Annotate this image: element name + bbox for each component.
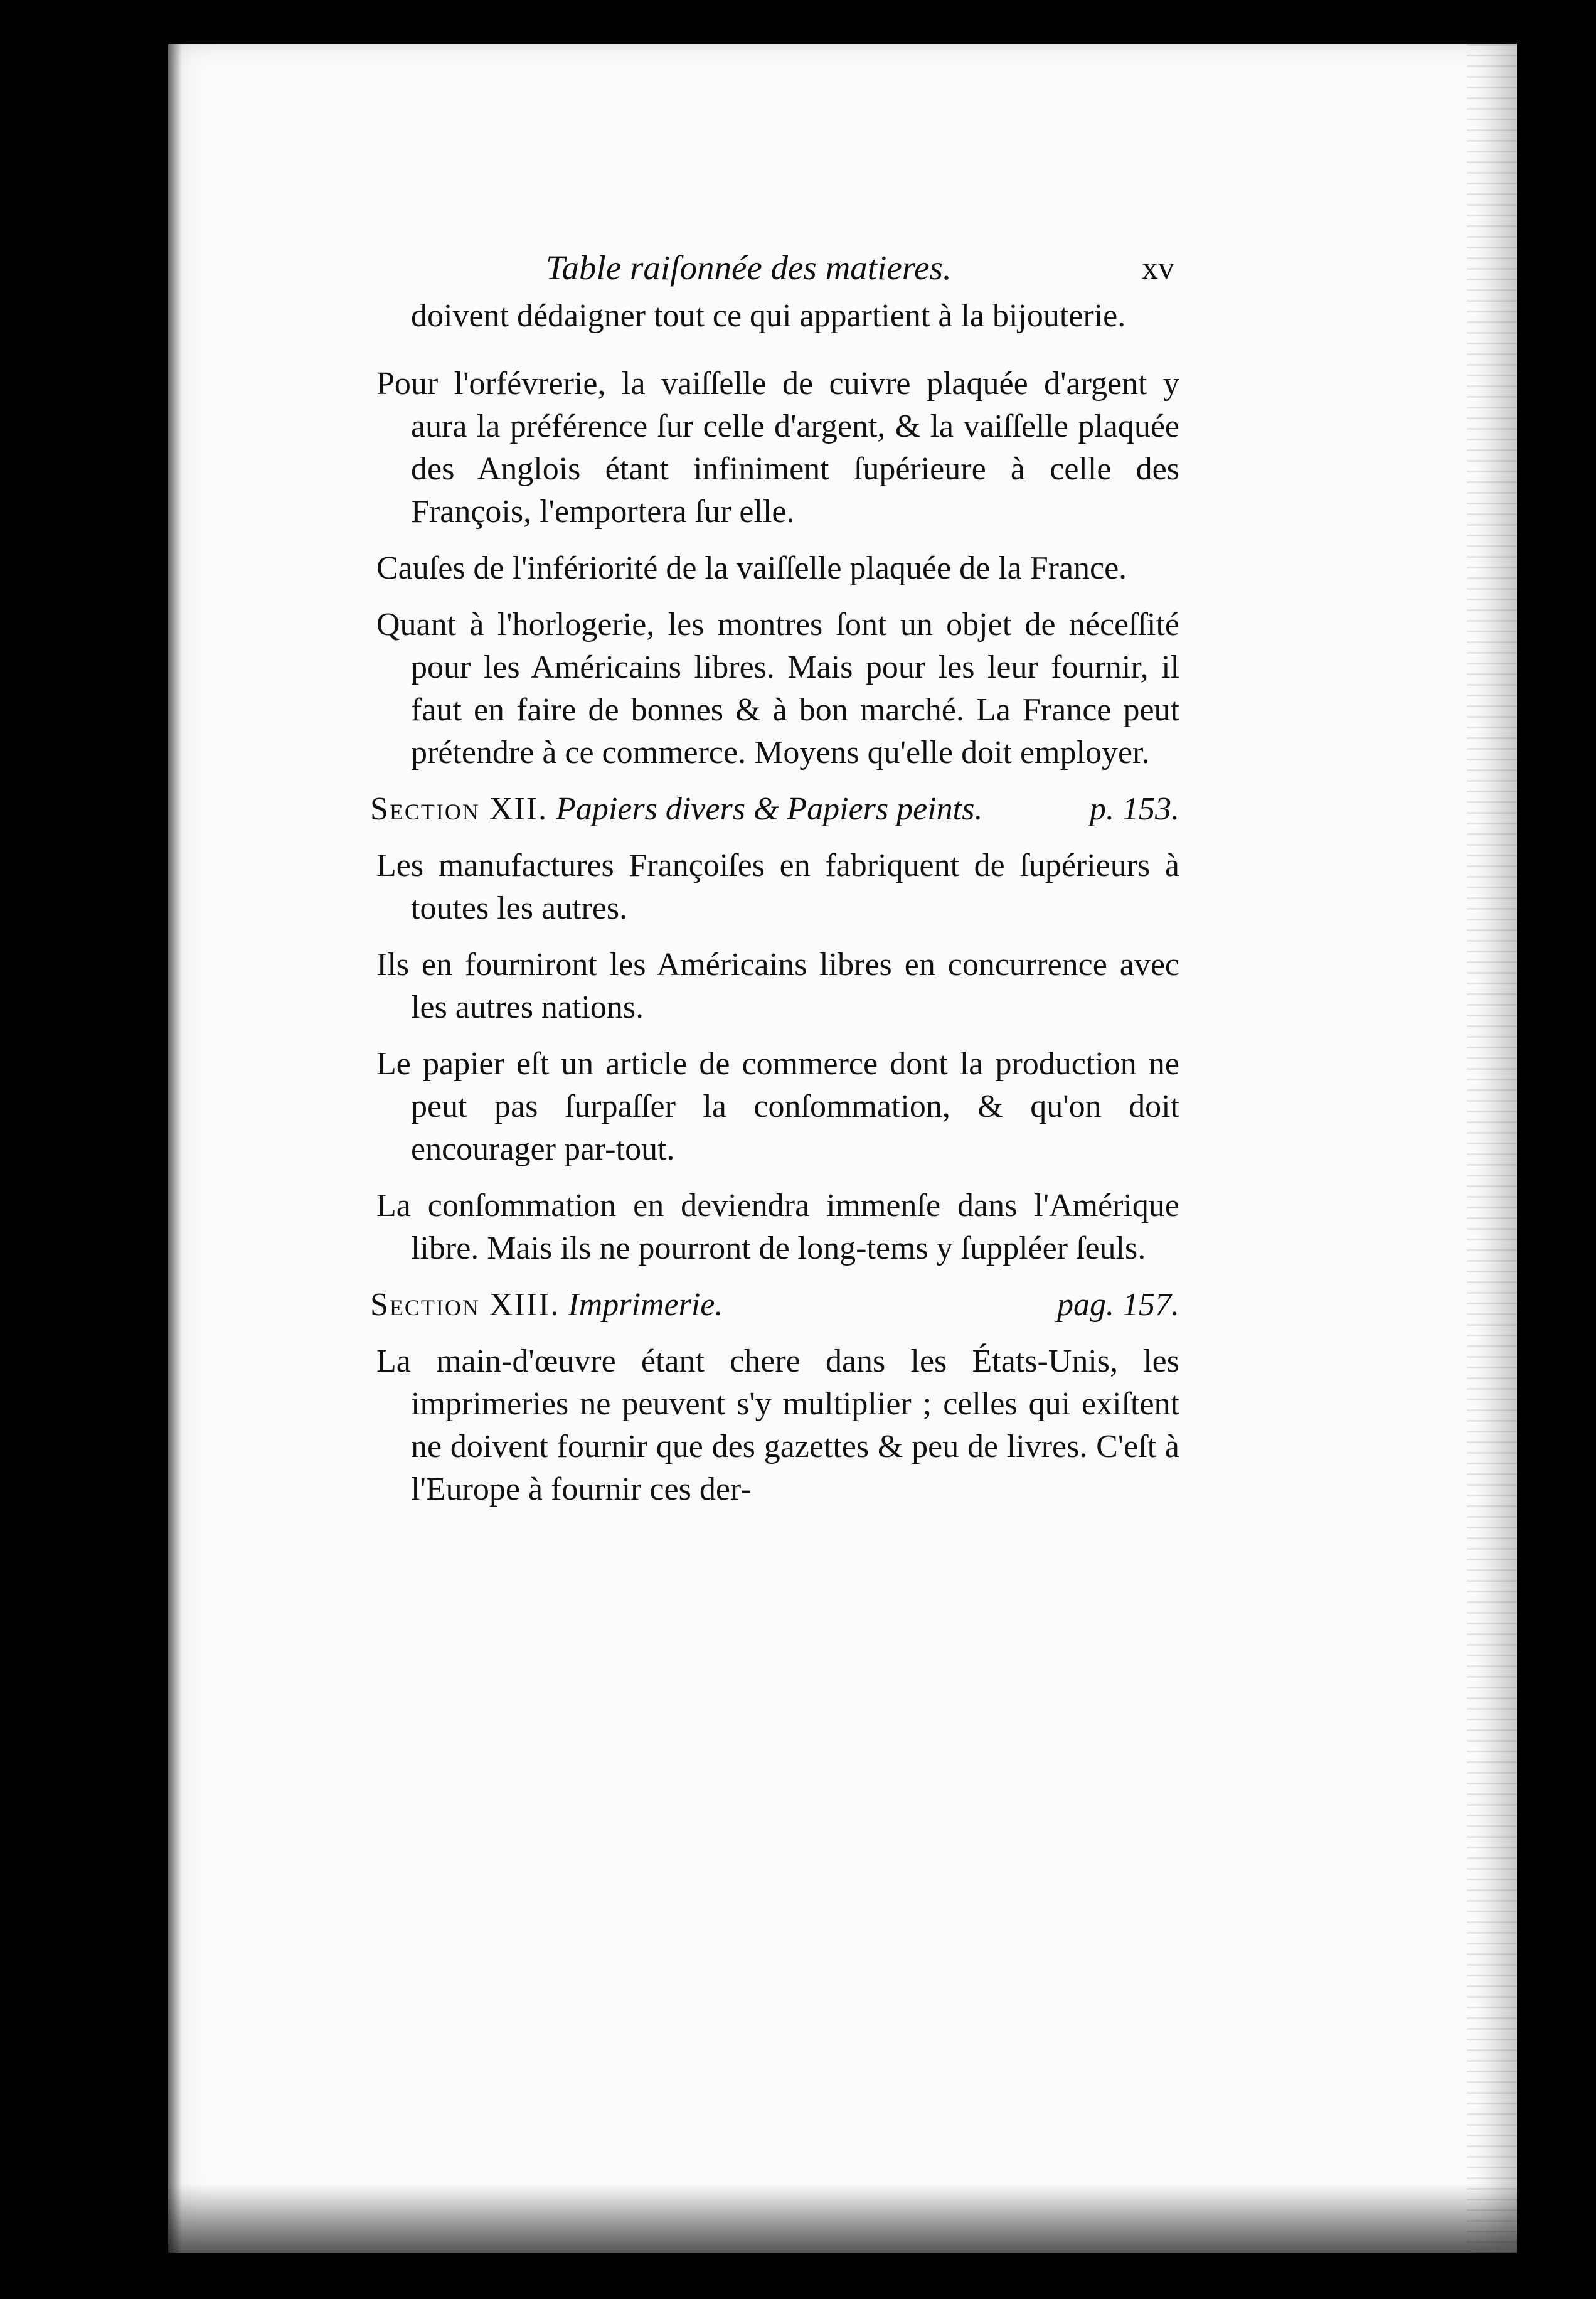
section-heading-xii xyxy=(370,788,1179,831)
page-edge-bottom xyxy=(168,2184,1517,2253)
section-label: Section XII. xyxy=(370,791,548,827)
gutter-shadow xyxy=(168,44,182,2253)
entry-continuation: doivent dédaigner tout ce qui appartient à la bijouterie. xyxy=(411,298,1126,334)
section-page-ref: p. 153. xyxy=(1090,791,1179,827)
running-head-title: Table raiſonnée des matieres. xyxy=(546,248,952,287)
entry: Le papier eſt un article de commerce dont la production ne peut pas ſurpaſſer la conſommation, & qu'on doit encourager par-tout. xyxy=(376,1046,1179,1167)
gutter-mark xyxy=(133,1280,141,1801)
entry: Pour l'orfévrerie, la vaiſſelle de cuivre plaquée d'argent y aura la préférence ſur celle d'argent, & la vaiſſelle plaquée des Anglois étant infiniment ſupérieure à celle des François, l'emportera ſur elle. xyxy=(376,366,1179,530)
section-title: Papiers divers & Papiers peints. xyxy=(556,791,983,827)
section-page-ref: pag. 157. xyxy=(1057,1287,1179,1323)
gutter-mark xyxy=(137,1970,142,2096)
entry: Les manufactures Françoiſes en fabriquent de ſupérieurs à toutes les autres. xyxy=(376,848,1179,926)
section-heading-xiii xyxy=(370,1284,1179,1326)
gutter-mark xyxy=(157,376,161,395)
text-block xyxy=(370,295,1179,1525)
gutter-mark xyxy=(157,445,161,464)
entry: Cauſes de l'infériorité de la vaiſſelle plaquée de la France. xyxy=(376,550,1127,586)
running-head xyxy=(546,248,1205,287)
entry: La conſommation en deviendra immenſe dans l'Amérique libre. Mais ils ne pourront de long-tems y ſuppléer ſeuls. xyxy=(376,1188,1179,1266)
entry: Ils en fourniront les Américains libres en concurrence avec les autres nations. xyxy=(376,947,1179,1025)
section-title: Imprimerie. xyxy=(568,1287,723,1323)
entry: La main-d'œuvre étant chere dans les États-Unis, les imprimeries ne peuvent s'y multiplier ; celles qui exiſtent ne doivent fournir que des gazettes & peu de livres. C'eſt à l'Europe à fournir ces der- xyxy=(376,1343,1179,1507)
entry: Quant à l'horlogerie, les montres ſont un objet de néceſſité pour les Américains libres. Mais pour les leur fournir, il faut en faire de bonnes & à bon marché. La France peut prétendre à ce commerce. Moyens qu'elle doit employer. xyxy=(376,607,1179,771)
page-number: xv xyxy=(1142,250,1174,286)
page-edge-right xyxy=(1467,44,1517,2253)
section-label: Section XIII. xyxy=(370,1287,560,1323)
